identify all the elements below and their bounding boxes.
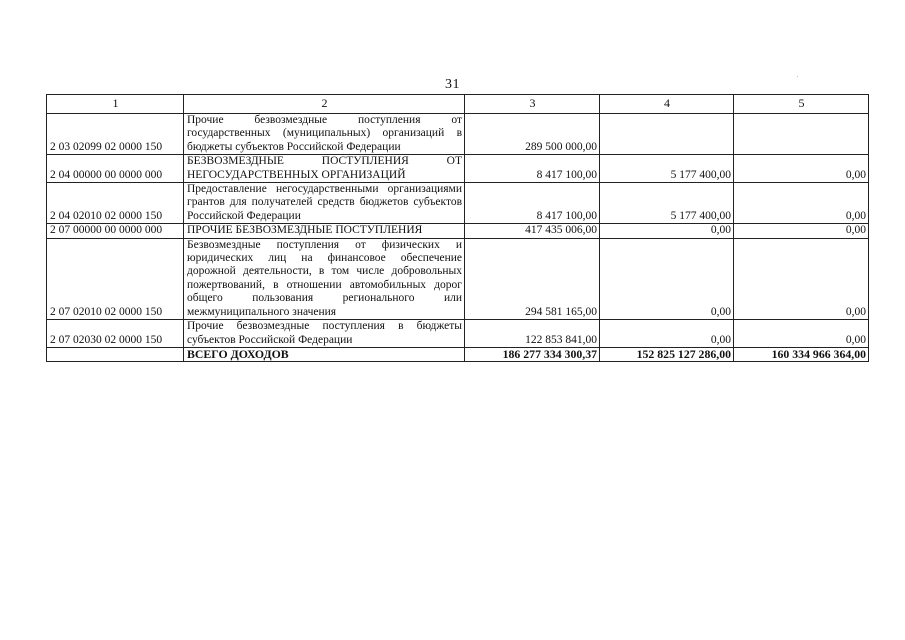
row-value-col5: 0,00: [734, 238, 869, 319]
row-name: БЕЗВОЗМЕЗДНЫЕ ПОСТУПЛЕНИЯ ОТ НЕГОСУДАРСТВЕННЫХ ОРГАНИЗАЦИЙ: [184, 155, 465, 183]
total-row: [47, 347, 869, 361]
table-row: [47, 155, 869, 183]
row-value-col3: 8 417 100,00: [465, 183, 600, 224]
row-value-col5: 0,00: [734, 320, 869, 348]
revenue-table: [46, 94, 869, 362]
row-value-col5: 0,00: [734, 224, 869, 238]
header-cell-4: 4: [600, 95, 734, 114]
total-value-col3: 186 277 334 300,37: [465, 347, 600, 361]
row-name: Прочие безвозмездные поступления от государственных (муниципальных) организаций в бюджеты субъектов Российской Федерации: [184, 114, 465, 155]
row-value-col5: [734, 114, 869, 155]
row-value-col4: [600, 114, 734, 155]
row-value-col3: 122 853 841,00: [465, 320, 600, 348]
row-value-col4: 0,00: [600, 224, 734, 238]
row-name: Предоставление негосударственными организациями грантов для получателей средств бюджетов субъектов Российской Федерации: [184, 183, 465, 224]
table-row: [47, 320, 869, 348]
row-value-col3: 8 417 100,00: [465, 155, 600, 183]
row-value-col4: 0,00: [600, 320, 734, 348]
scan-dot: [797, 76, 798, 77]
header-cell-1: 1: [47, 95, 184, 114]
header-cell-3: 3: [465, 95, 600, 114]
table-row: [47, 238, 869, 319]
page-number: 31: [445, 77, 460, 92]
row-value-col4: 0,00: [600, 238, 734, 319]
row-code: 2 04 02010 02 0000 150: [47, 183, 184, 224]
row-name: Прочие безвозмездные поступления в бюджеты субъектов Российской Федерации: [184, 320, 465, 348]
row-value-col5: 0,00: [734, 183, 869, 224]
row-code: 2 07 00000 00 0000 000: [47, 224, 184, 238]
header-cell-5: 5: [734, 95, 869, 114]
row-value-col3: 294 581 165,00: [465, 238, 600, 319]
total-code: [47, 347, 184, 361]
row-code: 2 07 02030 02 0000 150: [47, 320, 184, 348]
header-cell-2: 2: [184, 95, 465, 114]
row-name: ПРОЧИЕ БЕЗВОЗМЕЗДНЫЕ ПОСТУПЛЕНИЯ: [184, 224, 465, 238]
table-row: [47, 183, 869, 224]
row-code: 2 03 02099 02 0000 150: [47, 114, 184, 155]
row-value-col3: 289 500 000,00: [465, 114, 600, 155]
row-name: Безвозмездные поступления от физических и юридических лиц на финансовое обеспечение дорожной деятельности, в том числе добровольных пожертвований, в отношении автомобильных дорог общего пользования регионального или межмуниципального значения: [184, 238, 465, 319]
row-value-col4: 5 177 400,00: [600, 183, 734, 224]
row-code: 2 04 00000 00 0000 000: [47, 155, 184, 183]
row-value-col3: 417 435 006,00: [465, 224, 600, 238]
total-label: ВСЕГО ДОХОДОВ: [184, 347, 465, 361]
table-row: [47, 224, 869, 238]
row-value-col5: 0,00: [734, 155, 869, 183]
total-value-col5: 160 334 966 364,00: [734, 347, 869, 361]
row-code: 2 07 02010 02 0000 150: [47, 238, 184, 319]
table-header-row: [47, 95, 869, 114]
table-row: [47, 114, 869, 155]
total-value-col4: 152 825 127 286,00: [600, 347, 734, 361]
row-value-col4: 5 177 400,00: [600, 155, 734, 183]
